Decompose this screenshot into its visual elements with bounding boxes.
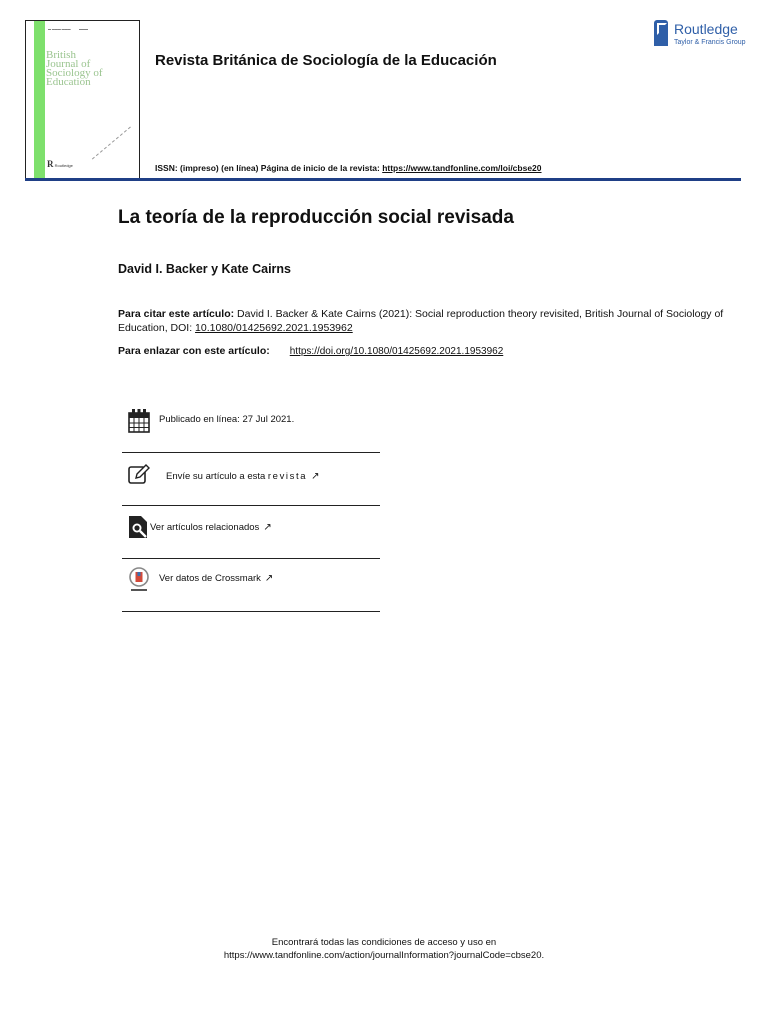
footer-notice xyxy=(0,936,768,962)
routledge-logo-icon xyxy=(654,20,668,46)
journal-homepage-link[interactable]: https://www.tandfonline.com/loi/cbse20 xyxy=(382,163,542,173)
cover-publisher-logo: R Routledge xyxy=(47,159,73,169)
header-divider xyxy=(25,178,741,181)
edit-icon xyxy=(128,461,150,487)
external-link-icon: ↗ xyxy=(311,471,320,482)
related-articles-row[interactable] xyxy=(122,506,380,559)
permalink-url[interactable]: https://doi.org/10.1080/01425692.2021.1953962 xyxy=(289,346,504,357)
cover-title-line-4: Education xyxy=(46,76,91,88)
cover-meta-line: ▬ ▬▬▬ ▬▬▬ ▬▬▬ xyxy=(48,27,89,31)
cover-title-line-3: Sociology of xyxy=(46,67,103,79)
external-link-icon: ↗ xyxy=(263,522,272,533)
crossmark-link[interactable] xyxy=(159,573,273,584)
submit-word: revista xyxy=(267,471,308,482)
cover-decoration xyxy=(92,127,140,179)
external-link-icon: ↗ xyxy=(264,573,274,584)
citation-block xyxy=(118,307,738,335)
cite-label: Para citar este artículo: xyxy=(118,308,235,320)
crossmark-label: Ver datos de Crossmark xyxy=(159,573,261,584)
cover-title-line-1: British xyxy=(46,49,76,61)
submit-article-row[interactable] xyxy=(122,453,380,506)
cover-accent-strip xyxy=(34,21,45,178)
issn-label: ISSN: (impreso) (en línea) Página de inicio de la revista: xyxy=(155,163,383,173)
publisher-subtitle: Taylor & Francis Group xyxy=(674,39,746,46)
footer-terms-link[interactable]: https://www.tandfonline.com/action/journalInformation?journalCode=cbse20. xyxy=(223,950,545,961)
crossmark-icon xyxy=(128,567,150,593)
calendar-icon xyxy=(128,408,150,434)
published-date: Publicado en línea: 27 Jul 2021. xyxy=(159,414,295,425)
search-document-icon xyxy=(128,514,150,540)
cite-text: David I. Backer & Kate Cairns (2021): Social reproduction theory revisited, British Journal of Sociology of Education, DOI: xyxy=(118,308,724,334)
cover-title-line-2: Journal of xyxy=(46,58,91,70)
cite-doi-link[interactable]: 10.1080/01425692.2021.1953962 xyxy=(195,322,353,334)
issn-line xyxy=(155,163,542,173)
related-label: Ver artículos relacionados xyxy=(150,522,260,533)
submit-article-link[interactable] xyxy=(166,471,320,482)
publisher-name: Routledge xyxy=(674,21,738,37)
crossmark-row[interactable] xyxy=(122,559,380,612)
article-info-box xyxy=(122,400,380,612)
cover-title xyxy=(46,51,138,87)
submit-prefix: Envíe su artículo a esta xyxy=(166,471,268,482)
permalink-line xyxy=(118,345,503,357)
footer-line-1: Encontrará todas las condiciones de acceso y uso en xyxy=(271,937,497,948)
cover-publisher-name: Routledge xyxy=(54,163,73,168)
journal-name: Revista Británica de Sociología de la Educación xyxy=(155,52,497,69)
published-row xyxy=(122,400,380,453)
article-authors: David I. Backer y Kate Cairns xyxy=(118,262,291,276)
link-label: Para enlazar con este artículo: xyxy=(118,345,270,357)
related-articles-link[interactable] xyxy=(150,522,272,533)
article-title: La teoría de la reproducción social revisada xyxy=(118,207,514,228)
journal-cover xyxy=(25,20,140,179)
